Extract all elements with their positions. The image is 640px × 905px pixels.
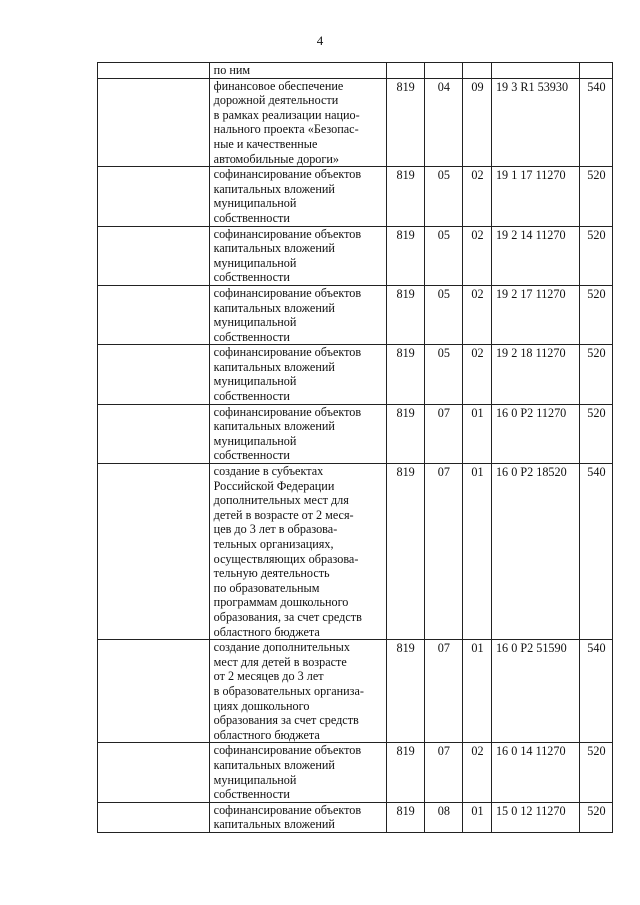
target-item-code-cell (491, 63, 579, 79)
item-name-line: циях дошкольного (213, 698, 310, 713)
item-name-line: собственности (213, 270, 290, 285)
item-name-cell (209, 167, 386, 226)
table-row (98, 226, 613, 285)
page-number: 4 (316, 33, 324, 48)
item-name-cell (209, 802, 386, 832)
section-code-cell: 04 (424, 78, 462, 167)
item-name-line: цев до 3 лет в образова- (213, 522, 338, 537)
item-name-line: муниципальной (213, 196, 297, 211)
blank-cell (98, 640, 210, 743)
item-name-cell (209, 78, 386, 167)
subsection-code-cell: 09 (463, 78, 492, 167)
subsection-code-cell: 02 (463, 167, 492, 226)
item-name-cell (209, 345, 386, 404)
item-name-line: муниципальной (213, 772, 297, 787)
item-name-cell (209, 63, 386, 79)
item-name-line: осуществляющих образова- (213, 551, 359, 566)
item-name-line: тельных организациях, (213, 537, 334, 551)
item-name-line: муниципальной (213, 433, 297, 448)
blank-cell (98, 167, 210, 226)
item-name-line: собственности (213, 787, 290, 802)
item-name-line: собственности (213, 329, 290, 344)
item-name-line: Российской Федерации (213, 478, 335, 493)
item-name-line: ные и качественные (213, 136, 318, 151)
table-row (98, 802, 613, 832)
item-name-line: нального проекта «Безопас- (213, 122, 359, 137)
target-item-code-cell: 16 0 P2 11270 (491, 404, 579, 463)
subsection-code-cell: 01 (463, 802, 492, 832)
ministry-code-cell: 819 (386, 285, 424, 344)
item-name-line: капитальных вложений (213, 817, 335, 832)
blank-cell (98, 464, 210, 640)
ministry-code-cell (386, 63, 424, 79)
item-name-line: софинансирование объектов (213, 226, 362, 241)
table-row (98, 63, 613, 79)
item-name-line: образования, за счет средств (213, 609, 362, 624)
item-name-line: капитальных вложений (213, 359, 335, 374)
item-name-line: программам дошкольного (213, 595, 349, 610)
expense-type-cell: 520 (579, 743, 612, 802)
target-item-code-cell: 16 0 P2 51590 (491, 640, 579, 743)
subsection-code-cell: 02 (463, 285, 492, 344)
table-row (98, 285, 613, 344)
target-item-code-cell: 19 2 18 11270 (491, 345, 579, 404)
blank-cell (98, 802, 210, 832)
item-name-line: софинансирование объектов (213, 802, 362, 817)
item-name-line: тельную деятельность (213, 566, 330, 581)
item-name-line: софинансирование объектов (213, 345, 362, 360)
item-name-line: софинансирование объектов (213, 285, 362, 300)
item-name-cell (209, 464, 386, 640)
blank-cell (98, 285, 210, 344)
item-name-line: муниципальной (213, 315, 297, 330)
target-item-code-cell: 15 0 12 11270 (491, 802, 579, 832)
ministry-code-cell: 819 (386, 743, 424, 802)
budget-table-body (98, 63, 613, 833)
expense-type-cell: 520 (579, 285, 612, 344)
item-name-cell (209, 404, 386, 463)
target-item-code-cell: 19 1 17 11270 (491, 167, 579, 226)
ministry-code-cell: 819 (386, 78, 424, 167)
item-name-line: в рамках реализации нацио- (213, 107, 360, 122)
expense-type-cell: 520 (579, 226, 612, 285)
section-code-cell: 05 (424, 285, 462, 344)
blank-cell (98, 226, 210, 285)
item-name-cell (209, 640, 386, 743)
ministry-code-cell: 819 (386, 345, 424, 404)
item-name-line: капитальных вложений (213, 181, 335, 196)
budget-table (97, 62, 613, 833)
target-item-code-cell: 16 0 14 11270 (491, 743, 579, 802)
item-name-line: софинансирование объектов (213, 743, 362, 758)
target-item-code-cell: 16 0 P2 18520 (491, 464, 579, 640)
item-name-line: капитальных вложений (213, 757, 335, 772)
blank-cell (98, 404, 210, 463)
item-name-line: областного бюджета (213, 727, 320, 742)
expense-type-cell (579, 63, 612, 79)
ministry-code-cell: 819 (386, 167, 424, 226)
item-name-line: создание дополнительных (213, 640, 350, 655)
item-name-line: мест для детей в возрасте (213, 654, 347, 669)
section-code-cell: 07 (424, 743, 462, 802)
item-name-line: по ним (213, 63, 251, 77)
expense-type-cell: 540 (579, 464, 612, 640)
item-name-line: софинансирование объектов (213, 404, 362, 419)
subsection-code-cell: 01 (463, 640, 492, 743)
target-item-code-cell: 19 2 17 11270 (491, 285, 579, 344)
item-name-line: образования за счет средств (213, 713, 359, 728)
item-name-cell (209, 226, 386, 285)
table-row (98, 78, 613, 167)
table-row (98, 464, 613, 640)
blank-cell (98, 345, 210, 404)
table-row (98, 743, 613, 802)
item-name-line: по образовательным (213, 580, 320, 595)
section-code-cell: 05 (424, 167, 462, 226)
subsection-code-cell: 02 (463, 743, 492, 802)
item-name-line: от 2 месяцев до 3 лет (213, 669, 324, 684)
item-name-line: капитальных вложений (213, 241, 335, 256)
blank-cell (98, 743, 210, 802)
table-row (98, 404, 613, 463)
blank-cell (98, 63, 210, 79)
section-code-cell: 05 (424, 345, 462, 404)
item-name-line: софинансирование объектов (213, 167, 362, 182)
blank-cell (98, 78, 210, 167)
subsection-code-cell: 01 (463, 464, 492, 640)
subsection-code-cell: 02 (463, 226, 492, 285)
subsection-code-cell: 02 (463, 345, 492, 404)
section-code-cell: 07 (424, 640, 462, 743)
item-name-line: муниципальной (213, 255, 297, 270)
item-name-line: собственности (213, 210, 290, 225)
item-name-line: дорожной деятельности (213, 93, 339, 108)
table-row (98, 167, 613, 226)
section-code-cell (424, 63, 462, 79)
expense-type-cell: 520 (579, 345, 612, 404)
ministry-code-cell: 819 (386, 464, 424, 640)
item-name-line: финансовое обеспечение (213, 78, 344, 93)
expense-type-cell: 520 (579, 167, 612, 226)
item-name-line: муниципальной (213, 374, 297, 389)
item-name-line: собственности (213, 389, 290, 404)
ministry-code-cell: 819 (386, 226, 424, 285)
expense-type-cell: 540 (579, 640, 612, 743)
ministry-code-cell: 819 (386, 640, 424, 743)
section-code-cell: 05 (424, 226, 462, 285)
table-row (98, 345, 613, 404)
ministry-code-cell: 819 (386, 802, 424, 832)
target-item-code-cell: 19 2 14 11270 (491, 226, 579, 285)
section-code-cell: 07 (424, 464, 462, 640)
item-name-line: капитальных вложений (213, 419, 335, 434)
target-item-code-cell: 19 3 R1 53930 (491, 78, 579, 167)
ministry-code-cell: 819 (386, 404, 424, 463)
expense-type-cell: 520 (579, 802, 612, 832)
item-name-cell (209, 743, 386, 802)
item-name-line: собственности (213, 448, 290, 463)
expense-type-cell: 540 (579, 78, 612, 167)
item-name-line: автомобильные дороги» (213, 151, 339, 166)
item-name-cell (209, 285, 386, 344)
item-name-line: капитальных вложений (213, 300, 335, 315)
table-row (98, 640, 613, 743)
subsection-code-cell (463, 63, 492, 79)
section-code-cell: 07 (424, 404, 462, 463)
expense-type-cell: 520 (579, 404, 612, 463)
item-name-line: в образовательных организа- (213, 683, 364, 698)
section-code-cell: 08 (424, 802, 462, 832)
item-name-line: дополнительных мест для (213, 493, 349, 508)
item-name-line: детей в возрасте от 2 меся- (213, 507, 354, 522)
item-name-line: создание в субъектах (213, 464, 324, 479)
item-name-line: областного бюджета (213, 624, 320, 639)
subsection-code-cell: 01 (463, 404, 492, 463)
